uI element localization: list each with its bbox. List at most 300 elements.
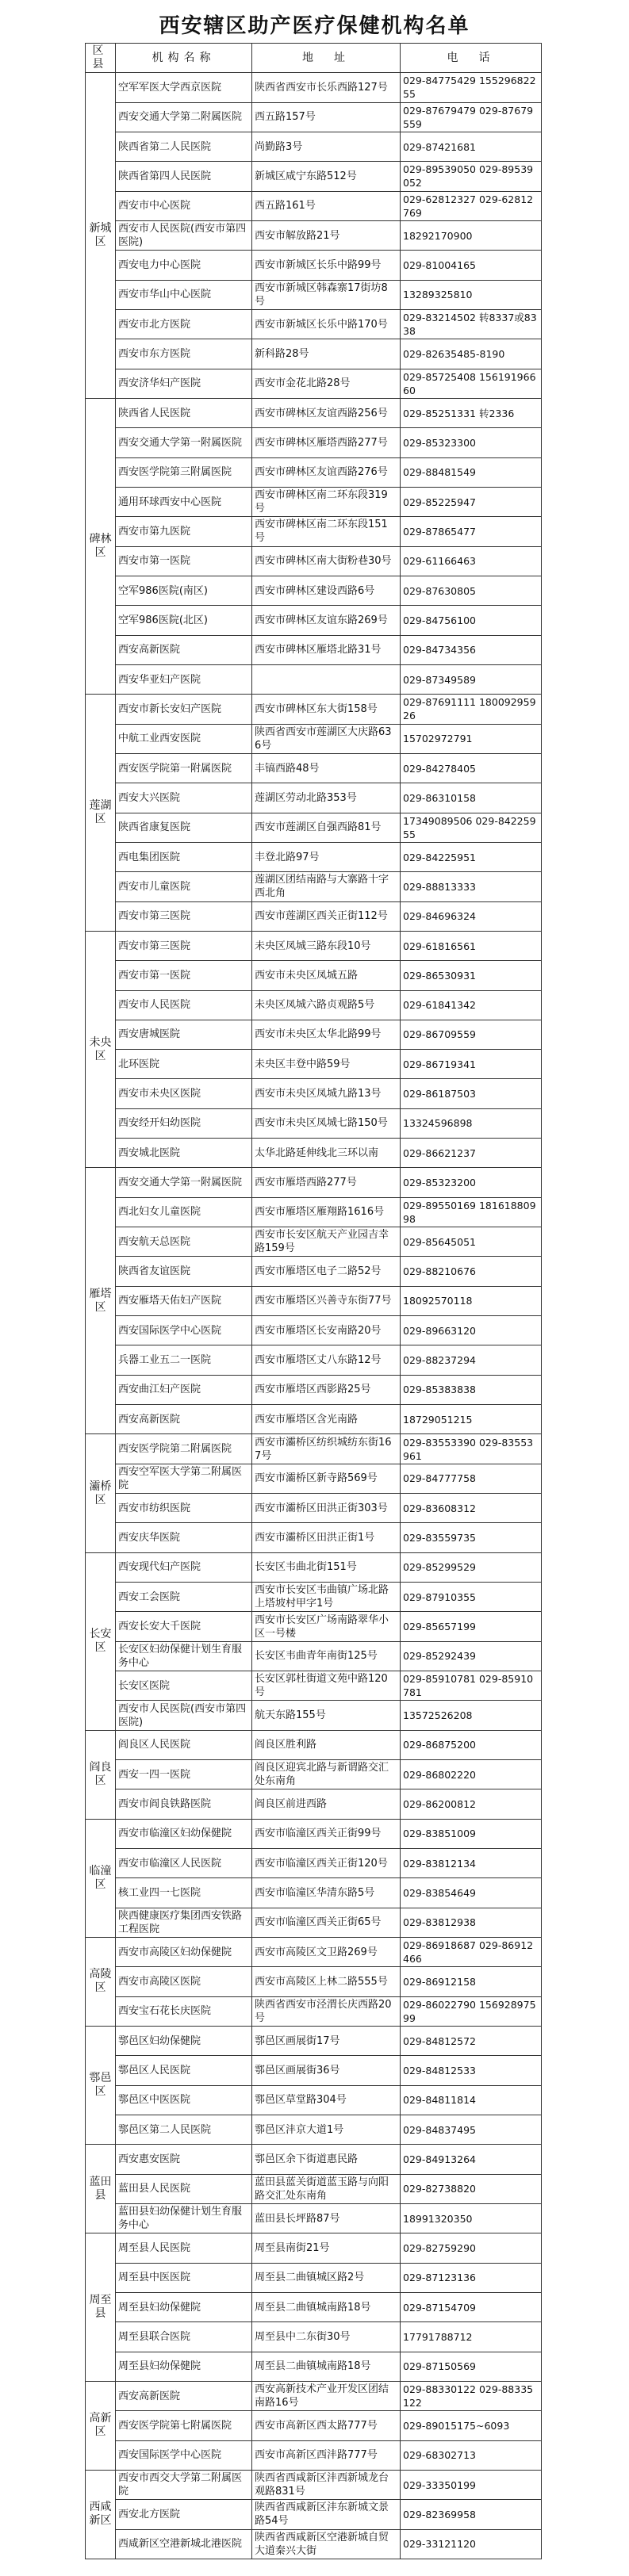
table-row xyxy=(86,2056,542,2085)
phone-cell: 029-86530931 xyxy=(401,961,542,990)
institution-name-cell: 鄠邑区第二人民医院 xyxy=(116,2115,252,2144)
institution-name-cell: 西安高新医院 xyxy=(116,2381,252,2410)
table-row xyxy=(86,2174,542,2203)
phone-cell: 13324596898 xyxy=(401,1108,542,1138)
district-cell: 新城区 xyxy=(86,73,116,399)
phone-cell: 13572526208 xyxy=(401,1701,542,1730)
table-row xyxy=(86,2470,542,2499)
institution-name-cell: 西电集团医院 xyxy=(116,842,252,871)
phone-cell: 029-88210676 xyxy=(401,1257,542,1286)
phone-cell: 029-86187503 xyxy=(401,1079,542,1108)
phone-cell: 029-83851009 xyxy=(401,1819,542,1848)
institution-name-cell: 陕西省第四人民医院 xyxy=(116,162,252,191)
institution-name-cell: 西安一四一医院 xyxy=(116,1760,252,1789)
address-cell: 未央区丰登中路59号 xyxy=(252,1050,401,1079)
phone-cell: 029-84837495 xyxy=(401,2115,542,2144)
district-cell: 未央区 xyxy=(86,931,116,1168)
address-cell: 西安市莲湖区自强西路81号 xyxy=(252,813,401,842)
address-cell: 西安市临潼区西关正街99号 xyxy=(252,1819,401,1848)
institution-name-cell: 西安市北方医院 xyxy=(116,309,252,339)
header-name: 机构名称 xyxy=(116,44,252,73)
institution-name-cell: 西安济华妇产医院 xyxy=(116,369,252,398)
address-cell: 西安市新城区长乐中路170号 xyxy=(252,309,401,339)
institution-name-cell: 核工业四一七医院 xyxy=(116,1878,252,1908)
address-cell: 陕西省西安市长乐西路127号 xyxy=(252,73,401,102)
table-row xyxy=(86,1789,542,1819)
address-cell: 西安市高新区西沣路777号 xyxy=(252,2440,401,2470)
table-row xyxy=(86,487,542,516)
institution-name-cell: 西安宝石花长庆医院 xyxy=(116,1996,252,2026)
table-row xyxy=(86,1139,542,1168)
institution-name-cell: 西安市人民医院(西安市第四医院) xyxy=(116,1701,252,1730)
phone-cell: 18292170900 xyxy=(401,220,542,250)
institution-name-cell: 西安医学院第二附属医院 xyxy=(116,1434,252,1464)
phone-cell: 029-33121120 xyxy=(401,2529,542,2559)
phone-cell: 17349089506 029-84225955 xyxy=(401,813,542,842)
table-row xyxy=(86,2203,542,2233)
phone-cell: 029-89550169 18161880998 xyxy=(401,1197,542,1227)
phone-cell: 029-87421681 xyxy=(401,132,542,161)
institution-name-cell: 西安市纺织医院 xyxy=(116,1494,252,1523)
institution-name-cell: 西安唐城医院 xyxy=(116,1020,252,1049)
table-row xyxy=(86,2085,542,2115)
address-cell: 西安市雁塔区兴善寺东街77号 xyxy=(252,1286,401,1315)
district-cell: 雁塔区 xyxy=(86,1168,116,1434)
table-row xyxy=(86,783,542,813)
institution-name-cell: 长安区医院 xyxy=(116,1671,252,1701)
table-row xyxy=(86,1345,542,1375)
institution-name-cell: 西安曲江妇产医院 xyxy=(116,1375,252,1404)
phone-cell: 029-61166463 xyxy=(401,546,542,576)
address-cell: 西安市碑林区南二环东段319号 xyxy=(252,487,401,516)
institution-name-cell: 西北妇女儿童医院 xyxy=(116,1197,252,1227)
phone-cell: 029-87349589 xyxy=(401,664,542,694)
table-row xyxy=(86,576,542,605)
address-cell: 西安市临潼区西关正街120号 xyxy=(252,1849,401,1878)
table-row xyxy=(86,2263,542,2292)
address-cell: 未央区凤城六路贞观路5号 xyxy=(252,990,401,1020)
phone-cell: 029-87865477 xyxy=(401,517,542,546)
institution-name-cell: 西安市临潼区妇幼保健院 xyxy=(116,1819,252,1848)
phone-cell: 029-83214502 转8337或8338 xyxy=(401,309,542,339)
institution-name-cell: 西安交通大学第一附属医院 xyxy=(116,1168,252,1197)
table-row xyxy=(86,1996,542,2026)
phone-cell: 029-84278405 xyxy=(401,753,542,783)
institution-name-cell: 西安航天总医院 xyxy=(116,1227,252,1257)
address-cell: 西安市灞桥区田洪正街303号 xyxy=(252,1494,401,1523)
institution-name-cell: 西安大兴医院 xyxy=(116,783,252,813)
address-cell: 西安市灞桥区纺织城纺东街167号 xyxy=(252,1434,401,1464)
address-cell: 西安市灞桥区田洪正街1号 xyxy=(252,1523,401,1552)
institution-name-cell: 西安华亚妇产医院 xyxy=(116,664,252,694)
phone-cell: 029-82635485-8190 xyxy=(401,339,542,369)
institution-name-cell: 空军军医大学西京医院 xyxy=(116,73,252,102)
table-row xyxy=(86,606,542,635)
institution-name-cell: 西安市东方医院 xyxy=(116,339,252,369)
address-cell: 西安市碑林区建设西路6号 xyxy=(252,576,401,605)
table-row xyxy=(86,1079,542,1108)
phone-cell: 029-89015175~6093 xyxy=(401,2411,542,2440)
table-row xyxy=(86,251,542,280)
district-cell: 西咸新区 xyxy=(86,2470,116,2559)
address-cell: 西安市雁塔区电子二路52号 xyxy=(252,1257,401,1286)
table-row xyxy=(86,102,542,132)
table-row xyxy=(86,2381,542,2410)
address-cell: 西安市新城区长乐中路99号 xyxy=(252,251,401,280)
phone-cell: 029-84734356 xyxy=(401,635,542,664)
phone-cell: 029-83559735 xyxy=(401,1523,542,1552)
phone-cell: 029-82738820 xyxy=(401,2174,542,2203)
phone-cell: 029-85910781 029-85910781 xyxy=(401,1671,542,1701)
institution-name-cell: 西安市未央区医院 xyxy=(116,1079,252,1108)
phone-cell: 029-85725408 15619196660 xyxy=(401,369,542,398)
phone-cell: 029-86719341 xyxy=(401,1050,542,1079)
phone-cell: 029-84811814 xyxy=(401,2085,542,2115)
phone-cell: 029-89663120 xyxy=(401,1316,542,1345)
address-cell: 蓝田县蓝关街道蓝玉路与向阳路交汇处东南角 xyxy=(252,2174,401,2203)
table-row xyxy=(86,635,542,664)
institution-name-cell: 陕西省康复医院 xyxy=(116,813,252,842)
table-row xyxy=(86,2411,542,2440)
address-cell: 莲湖区团结南路与大寨路十字西北角 xyxy=(252,872,401,901)
table-row xyxy=(86,1849,542,1878)
institution-name-cell: 西安惠安医院 xyxy=(116,2145,252,2174)
table-row xyxy=(86,901,542,931)
institution-name-cell: 西安现代妇产医院 xyxy=(116,1552,252,1582)
table-row xyxy=(86,457,542,487)
district-cell: 临潼区 xyxy=(86,1819,116,1937)
address-cell: 西安市碑林区友谊东路269号 xyxy=(252,606,401,635)
institution-name-cell: 周至县联合医院 xyxy=(116,2322,252,2352)
phone-cell: 029-87123136 xyxy=(401,2263,542,2292)
table-row xyxy=(86,1168,542,1197)
table-row xyxy=(86,1967,542,1996)
phone-cell: 029-84812533 xyxy=(401,2056,542,2085)
table-row xyxy=(86,1257,542,1286)
table-row xyxy=(86,517,542,546)
institution-name-cell: 西安市中心医院 xyxy=(116,191,252,220)
phone-cell: 029-87679479 029-87679559 xyxy=(401,102,542,132)
table-row xyxy=(86,546,542,576)
address-cell: 西安市未央区凤城七路150号 xyxy=(252,1108,401,1138)
address-cell: 陕西省西咸新区空港新城自贸大道秦兴大街 xyxy=(252,2529,401,2559)
address-cell: 西安市碑林区南大街粉巷30号 xyxy=(252,546,401,576)
institution-name-cell: 西安市临潼区人民医院 xyxy=(116,1849,252,1878)
phone-cell: 029-85251331 转2336 xyxy=(401,398,542,427)
table-row xyxy=(86,1375,542,1404)
phone-cell: 13289325810 xyxy=(401,280,542,309)
institution-name-cell: 西安北方医院 xyxy=(116,2500,252,2529)
table-row xyxy=(86,1494,542,1523)
header-phone: 电 话 xyxy=(401,44,542,73)
address-cell: 西安高新技术产业开发区团结南路16号 xyxy=(252,2381,401,2410)
table-row xyxy=(86,664,542,694)
phone-cell: 029-84696324 xyxy=(401,901,542,931)
institution-name-cell: 西安医学院第七附属医院 xyxy=(116,2411,252,2440)
institution-name-cell: 蓝田县妇幼保健计划生育服务中心 xyxy=(116,2203,252,2233)
phone-cell: 029-85323300 xyxy=(401,428,542,457)
phone-cell: 029-68302713 xyxy=(401,2440,542,2470)
table-row xyxy=(86,695,542,724)
phone-cell: 029-82759290 xyxy=(401,2233,542,2263)
phone-cell: 029-85657199 xyxy=(401,1612,542,1641)
district-cell: 高陵区 xyxy=(86,1938,116,2027)
address-cell: 西安市雁塔西路277号 xyxy=(252,1168,401,1197)
phone-cell: 029-86918687 029-86912466 xyxy=(401,1938,542,1967)
phone-cell: 029-84775429 15529682255 xyxy=(401,73,542,102)
institution-name-cell: 西安市西交大学第二附属医院 xyxy=(116,2470,252,2499)
institution-name-cell: 西安高新医院 xyxy=(116,1405,252,1434)
address-cell: 西安市高陵区上林二路555号 xyxy=(252,1967,401,1996)
table-row xyxy=(86,990,542,1020)
district-cell: 碑林区 xyxy=(86,398,116,694)
district-cell: 阎良区 xyxy=(86,1730,116,1819)
institution-name-cell: 西安市阎良铁路医院 xyxy=(116,1789,252,1819)
institution-name-cell: 北环医院 xyxy=(116,1050,252,1079)
table-row xyxy=(86,2115,542,2144)
phone-cell: 029-84777758 xyxy=(401,1464,542,1493)
address-cell: 鄠邑区沣京大道1号 xyxy=(252,2115,401,2144)
phone-cell: 029-86022790 15692897599 xyxy=(401,1996,542,2026)
address-cell: 新科路28号 xyxy=(252,339,401,369)
institution-name-cell: 西安高新医院 xyxy=(116,635,252,664)
institution-name-cell: 西安雁塔天佑妇产医院 xyxy=(116,1286,252,1315)
phone-cell: 029-86709559 xyxy=(401,1020,542,1049)
institution-name-cell: 中航工业西安医院 xyxy=(116,724,252,753)
phone-cell: 029-86802220 xyxy=(401,1760,542,1789)
phone-cell: 029-81004165 xyxy=(401,251,542,280)
phone-cell: 029-87630805 xyxy=(401,576,542,605)
institution-name-cell: 西安市第三医院 xyxy=(116,901,252,931)
table-row xyxy=(86,1760,542,1789)
phone-cell: 18092570118 xyxy=(401,1286,542,1315)
address-cell: 西安市长安区韦曲镇广场北路上塔坡村甲字1号 xyxy=(252,1583,401,1612)
institution-name-cell: 阎良区人民医院 xyxy=(116,1730,252,1759)
table-row xyxy=(86,753,542,783)
institution-name-cell: 陕西省友谊医院 xyxy=(116,1257,252,1286)
phone-cell: 029-83553390 029-83553961 xyxy=(401,1434,542,1464)
address-cell: 西五路157号 xyxy=(252,102,401,132)
institution-name-cell: 蓝田县人民医院 xyxy=(116,2174,252,2203)
table-row xyxy=(86,2500,542,2529)
table-row xyxy=(86,2322,542,2352)
address-cell: 西安市碑林区东大街158号 xyxy=(252,695,401,724)
header-address: 地 址 xyxy=(252,44,401,73)
address-cell: 陕西省西安市泾渭长庆西路20号 xyxy=(252,1996,401,2026)
table-row xyxy=(86,1641,542,1671)
address-cell: 西安市莲湖区西关正街112号 xyxy=(252,901,401,931)
institution-name-cell: 西安市人民医院(西安市第四医院) xyxy=(116,220,252,250)
address-cell: 陕西省西咸新区沣东新城文景路54号 xyxy=(252,2500,401,2529)
table-row xyxy=(86,1819,542,1848)
table-row xyxy=(86,191,542,220)
institution-name-cell: 陕西省第二人民医院 xyxy=(116,132,252,161)
institution-name-cell: 西安市儿童医院 xyxy=(116,872,252,901)
table-row xyxy=(86,1701,542,1730)
table-row xyxy=(86,1612,542,1641)
table-row xyxy=(86,339,542,369)
phone-cell: 029-61816561 xyxy=(401,931,542,960)
address-cell: 陕西省西安市莲湖区大庆路636号 xyxy=(252,724,401,753)
address-cell: 西五路161号 xyxy=(252,191,401,220)
address-cell: 鄠邑区画展街36号 xyxy=(252,2056,401,2085)
table-row xyxy=(86,1464,542,1493)
table-row xyxy=(86,2352,542,2381)
institution-name-cell: 空军986医院(南区) xyxy=(116,576,252,605)
table-row xyxy=(86,842,542,871)
address-cell: 周至县中二东街30号 xyxy=(252,2322,401,2352)
phone-cell: 029-83854649 xyxy=(401,1878,542,1908)
phone-cell: 029-83812938 xyxy=(401,1908,542,1937)
table-row xyxy=(86,2529,542,2559)
address-cell: 西安市未央区凤城九路13号 xyxy=(252,1079,401,1108)
address-cell: 西安市碑林区雁塔西路277号 xyxy=(252,428,401,457)
district-cell: 鄠邑区 xyxy=(86,2026,116,2144)
address-cell: 西安市碑林区友谊西路276号 xyxy=(252,457,401,487)
phone-cell: 18729051215 xyxy=(401,1405,542,1434)
address-cell: 长安区郭杜街道文苑中路120号 xyxy=(252,1671,401,1701)
institution-name-cell: 西安交通大学第二附属医院 xyxy=(116,102,252,132)
phone-cell: 029-84225951 xyxy=(401,842,542,871)
institution-name-cell: 西安国际医学中心医院 xyxy=(116,1316,252,1345)
district-cell: 高新区 xyxy=(86,2381,116,2470)
table-row xyxy=(86,1405,542,1434)
institution-name-cell: 鄠邑区中医医院 xyxy=(116,2085,252,2115)
address-cell: 周至县南街21号 xyxy=(252,2233,401,2263)
institution-table xyxy=(85,43,542,2559)
table-row xyxy=(86,2145,542,2174)
address-cell: 西安市长安区广场南路翠华小区一号楼 xyxy=(252,1612,401,1641)
district-cell: 莲湖区 xyxy=(86,695,116,932)
phone-cell: 029-61841342 xyxy=(401,990,542,1020)
address-cell: 周至县二曲镇城南路18号 xyxy=(252,2292,401,2321)
table-row xyxy=(86,1671,542,1701)
address-cell: 丰镐西路48号 xyxy=(252,753,401,783)
address-cell: 周至县二曲镇城南路18号 xyxy=(252,2352,401,2381)
institution-name-cell: 长安区妇幼保健计划生育服务中心 xyxy=(116,1641,252,1671)
institution-name-cell: 陕西健康医疗集团西安铁路工程医院 xyxy=(116,1908,252,1937)
header-district: 区县 xyxy=(86,44,116,73)
district-cell: 长安区 xyxy=(86,1552,116,1730)
table-row xyxy=(86,280,542,309)
institution-name-cell: 西安市第九医院 xyxy=(116,517,252,546)
institution-name-cell: 西安经开妇幼医院 xyxy=(116,1108,252,1138)
phone-cell: 029-86310158 xyxy=(401,783,542,813)
address-cell: 西安市灞桥区新寺路569号 xyxy=(252,1464,401,1493)
table-row xyxy=(86,931,542,960)
table-row xyxy=(86,1434,542,1464)
table-row xyxy=(86,1583,542,1612)
institution-name-cell: 西安市高陵区妇幼保健院 xyxy=(116,1938,252,1967)
phone-cell: 029-87150569 xyxy=(401,2352,542,2381)
phone-cell: 029-83608312 xyxy=(401,1494,542,1523)
institution-name-cell: 周至县中医医院 xyxy=(116,2263,252,2292)
address-cell: 西安市临潼区华清东路5号 xyxy=(252,1878,401,1908)
phone-cell: 17791788712 xyxy=(401,2322,542,2352)
address-cell: 西安市新城区韩森寨17街坊8号 xyxy=(252,280,401,309)
table-row xyxy=(86,1523,542,1552)
phone-cell: 029-86621237 xyxy=(401,1139,542,1168)
institution-name-cell: 空军986医院(北区) xyxy=(116,606,252,635)
table-body xyxy=(86,73,542,2559)
address-cell: 太华北路延伸线北三环以南 xyxy=(252,1139,401,1168)
institution-name-cell: 鄠邑区人民医院 xyxy=(116,2056,252,2085)
institution-name-cell: 西安工会医院 xyxy=(116,1583,252,1612)
phone-cell: 029-86912158 xyxy=(401,1967,542,1996)
table-row xyxy=(86,724,542,753)
table-row xyxy=(86,961,542,990)
address-cell xyxy=(252,664,401,694)
table-row xyxy=(86,1020,542,1049)
phone-cell: 029-87154709 xyxy=(401,2292,542,2321)
district-cell: 灞桥区 xyxy=(86,1434,116,1552)
table-row xyxy=(86,2233,542,2263)
institution-name-cell: 西安医学院第一附属医院 xyxy=(116,753,252,783)
phone-cell: 029-87910355 xyxy=(401,1583,542,1612)
phone-cell: 029-85299529 xyxy=(401,1552,542,1582)
phone-cell: 029-88481549 xyxy=(401,457,542,487)
phone-cell: 029-84756100 xyxy=(401,606,542,635)
address-cell: 西安市雁塔区丈八东路12号 xyxy=(252,1345,401,1375)
institution-name-cell: 西安庆华医院 xyxy=(116,1523,252,1552)
table-row xyxy=(86,1878,542,1908)
table-row xyxy=(86,1938,542,1967)
address-cell: 西安市碑林区雁塔北路31号 xyxy=(252,635,401,664)
table-row xyxy=(86,1197,542,1227)
phone-cell: 029-87691111 18009295926 xyxy=(401,695,542,724)
phone-cell: 029-88237294 xyxy=(401,1345,542,1375)
institution-name-cell: 西安市第三医院 xyxy=(116,931,252,960)
institution-name-cell: 兵器工业五二一医院 xyxy=(116,1345,252,1375)
address-cell: 西安市高陵区文卫路269号 xyxy=(252,1938,401,1967)
address-cell: 陕西省西咸新区沣西新城龙台观路831号 xyxy=(252,2470,401,2499)
phone-cell: 029-85292439 xyxy=(401,1641,542,1671)
table-row xyxy=(86,1552,542,1582)
table-header-row xyxy=(86,44,542,73)
institution-name-cell: 西安长安大千医院 xyxy=(116,1612,252,1641)
address-cell: 尚勤路3号 xyxy=(252,132,401,161)
phone-cell: 029-86875200 xyxy=(401,1730,542,1759)
phone-cell: 029-33350199 xyxy=(401,2470,542,2499)
address-cell: 阎良区前进西路 xyxy=(252,1789,401,1819)
phone-cell: 029-84913264 xyxy=(401,2145,542,2174)
address-cell: 鄠邑区余下街道惠民路 xyxy=(252,2145,401,2174)
address-cell: 鄠邑区草堂路304号 xyxy=(252,2085,401,2115)
address-cell: 西安市碑林区南二环东段151号 xyxy=(252,517,401,546)
phone-cell: 029-88813333 xyxy=(401,872,542,901)
address-cell: 莲湖区劳动北路353号 xyxy=(252,783,401,813)
phone-cell: 029-88330122 029-88335122 xyxy=(401,2381,542,2410)
table-row xyxy=(86,132,542,161)
page-title: 西安辖区助产医疗保健机构名单 xyxy=(159,14,470,38)
table-row xyxy=(86,73,542,102)
address-cell: 阎良区胜利路 xyxy=(252,1730,401,1759)
address-cell: 周至县二曲镇城区路2号 xyxy=(252,2263,401,2292)
table-row xyxy=(86,1050,542,1079)
phone-cell: 029-62812327 029-62812769 xyxy=(401,191,542,220)
table-row xyxy=(86,428,542,457)
table-row xyxy=(86,309,542,339)
institution-name-cell: 通用环球西安中心医院 xyxy=(116,487,252,516)
institution-name-cell: 西安国际医学中心医院 xyxy=(116,2440,252,2470)
address-cell: 阎良区迎宾北路与新谓路交汇处东南角 xyxy=(252,1760,401,1789)
institution-name-cell: 西安交通大学第一附属医院 xyxy=(116,428,252,457)
table-row xyxy=(86,220,542,250)
phone-cell: 029-83812134 xyxy=(401,1849,542,1878)
address-cell: 丰登北路97号 xyxy=(252,842,401,871)
table-row xyxy=(86,813,542,842)
phone-cell: 029-86200812 xyxy=(401,1789,542,1819)
